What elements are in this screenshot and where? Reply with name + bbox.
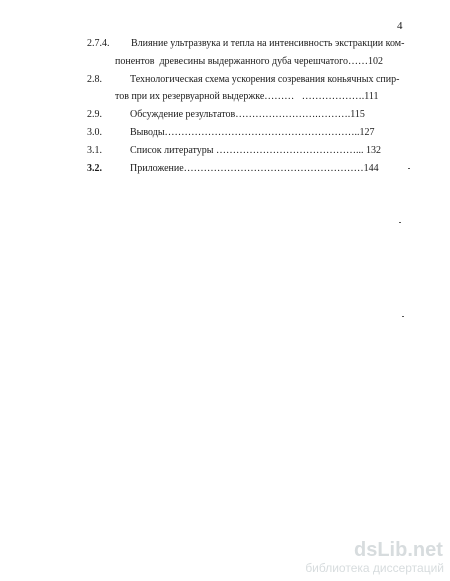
toc-entry-title: Влияние ультразвука и тепла на интенсивность экстракции ком- <box>131 38 405 49</box>
watermark <box>298 539 448 577</box>
toc-entry-number: 2.7.4. <box>87 38 110 49</box>
toc-entry-number: 3.1. <box>87 145 102 156</box>
toc-entry-number: 3.2. <box>87 163 102 174</box>
toc-entry-number: 3.0. <box>87 127 102 138</box>
toc-entry-title: Технологическая схема ускорения созревания коньячных спир- <box>130 74 400 85</box>
page-number: 4 <box>397 20 403 32</box>
toc-entry-title: Выводы…………………………………………………..127 <box>130 127 375 138</box>
toc-entry-number: 2.9. <box>87 109 102 120</box>
toc-entry-3-2 <box>0 163 379 211</box>
toc-entry-title: Обсуждение результатов…………………….……….115 <box>130 109 365 120</box>
toc-entry-title: Список литературы ……………………………………... 132 <box>130 145 381 156</box>
toc-entry-title: Приложение………………………………………………144 <box>130 163 379 174</box>
toc-entry-title: понентов древесины выдержанного дуба черешчатого……102 <box>115 56 383 67</box>
scan-speck <box>408 168 410 169</box>
watermark-subtitle: библиотека диссертаций <box>305 561 444 575</box>
toc-entry-title: тов при их резервуарной выдержке……… ……………….111 <box>115 91 379 102</box>
scan-speck <box>399 222 401 223</box>
scan-speck <box>402 316 404 317</box>
watermark-logo: dsLib.net <box>354 539 443 561</box>
toc-entry-number: 2.8. <box>87 74 102 85</box>
